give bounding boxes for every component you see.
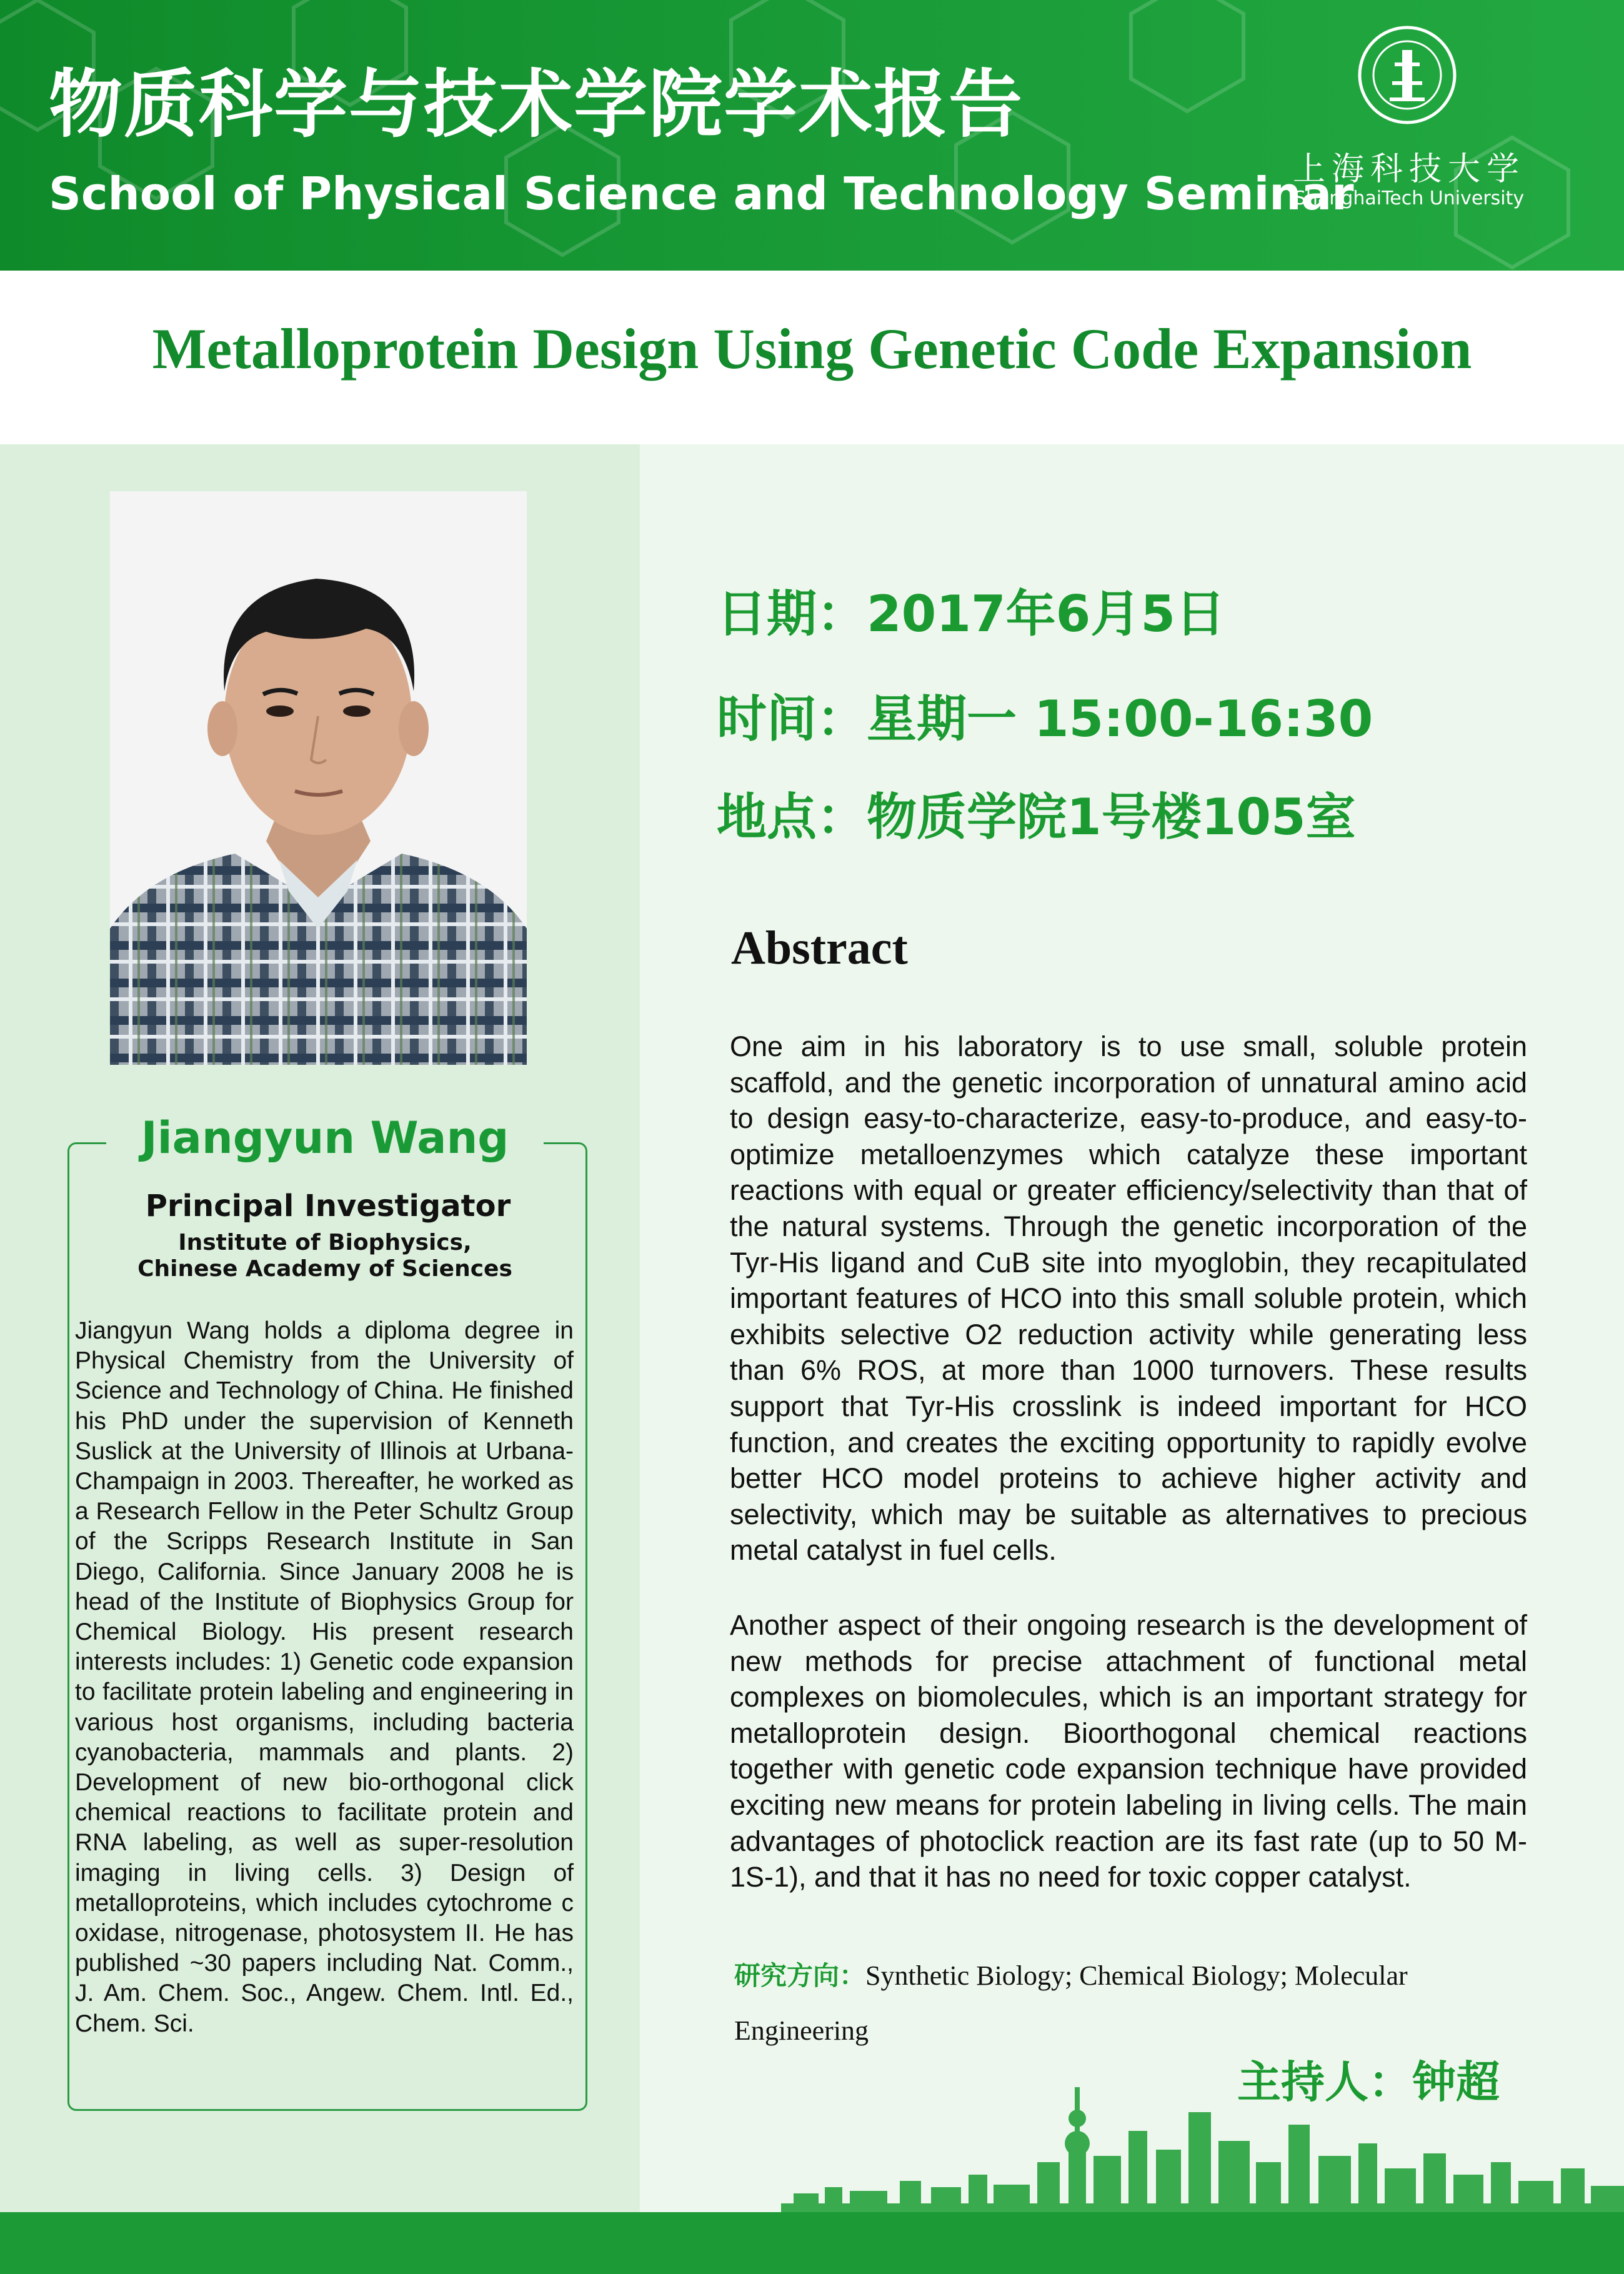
talk-title: Metalloprotein Design Using Genetic Code Expansion: [152, 317, 1472, 381]
speaker-name: Jiangyun Wang: [106, 1112, 544, 1164]
event-location: 地点：物质学院1号楼105室: [717, 788, 1356, 846]
speaker-institute: Institute of Biophysics,: [178, 1230, 472, 1255]
abstract-paragraph-2: Another aspect of their ongoing research is the development of new methods for precise attachment of functional metal complexes on biomolecules, which is an important strategy for metalloprotein design. Bioorthogonal chemical reactions together with genetic code expansion technique have provided exciting new means for protein labeling in living cells. The main advantages of photoclick reaction are its fast rate (up to 50 M-1S-1), and that it has no need for toxic copper catalyst.: [730, 1609, 1527, 1893]
host: 主持人：钟超: [1237, 2057, 1500, 2108]
footer-band: [0, 2212, 1624, 2274]
university-name-en: ShanghaiTech University: [1293, 187, 1525, 209]
event-date: 日期：2017年6月5日: [717, 585, 1225, 643]
speaker-bio: Jiangyun Wang holds a diploma degree in Physical Chemistry from the University of Science and Technology of China. He finished his PhD under the supervision of Kenneth Suslick at the University of Illinois at Urbana-Champaign in 2003. Thereafter, he worked as a Research Fellow in the Peter Schultz Group of the Scripps Research Institute in San Diego, California. Since January 2008 he is head of the Institute of Biophysics Group for Chemical Biology. His present research interests includes: 1) Genetic code expansion to facilitate protein labeling and engineering in various host organisms, including bacteria cyanobacteria, mammals and plants. 2) Development of new bio-orthogonal click chemical reactions to facilitate protein and RNA labeling, as well as super-resolution imaging in living cells. 3) Design of metalloproteins, which includes cytochrome c oxidase, nitrogenase, photosystem II. He has published ~30 papers including Nat. Comm., J. Am. Chem. Soc., Angew. Chem. Intl. Ed., Chem. Sci.: [75, 1317, 574, 2037]
header-title-cn: 物质科学与技术学院学术报告: [49, 61, 1024, 147]
speaker-academy: Chinese Academy of Sciences: [137, 1256, 512, 1282]
city-skyline-icon: [781, 2081, 1624, 2215]
abstract-paragraph-1: One aim in his laboratory is to use small, soluble protein scaffold, and the genetic incorporation of unnatural amino acid to design easy-to-characterize, easy-to-produce, and easy-to-optimize metalloenzymes which catalyze these important reactions with equal or greater efficiency/selectivity than that of the natural systems. Through the genetic incorporation of the Tyr-His ligand and CuB site into myoglobin, they recapitulated important features of HCO into this small soluble protein, which exhibits selective O2 reduction activity while generating less than 6% ROS, at more than 1000 turnovers. These results support that Tyr-His crosslink is indeed important for HCO function, and creates the exciting opportunity to rapidly evolve better HCO model proteins to achieve higher activity and selectivity, which may be suitable as alternatives to precious metal catalyst in fuel cells.: [730, 1030, 1527, 1567]
university-seal-icon: [1357, 25, 1457, 125]
header-title-en: School of Physical Science and Technology Seminar: [49, 167, 1354, 220]
research-direction-label: 研究方向：: [734, 1960, 866, 1991]
speaker-position: Principal Investigator: [145, 1189, 511, 1224]
university-name-cn: 上海科技大学: [1292, 151, 1525, 188]
event-time: 时间：星期一 15:00-16:30: [717, 690, 1373, 748]
speaker-photo: [110, 491, 527, 1065]
research-direction: [734, 1948, 1540, 2058]
header-banner: [0, 0, 1624, 271]
research-direction-value: Synthetic Biology; Chemical Biology; Molecular Engineering: [734, 1960, 1408, 2046]
speaker-portrait-image: [110, 491, 527, 1065]
abstract-heading: Abstract: [731, 922, 908, 974]
